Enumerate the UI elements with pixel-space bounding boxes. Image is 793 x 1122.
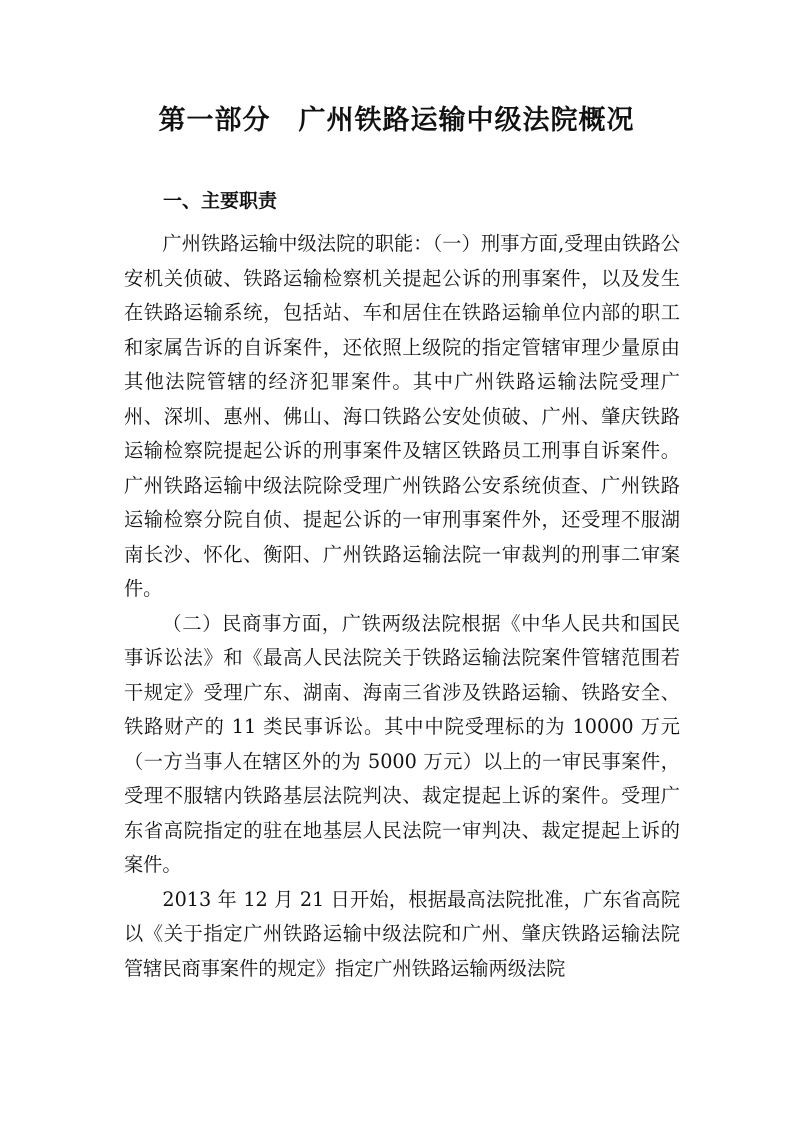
paragraph-criminal-duties: 广州铁路运输中级法院的职能：（一）刑事方面,受理由铁路公安机关侦破、铁路运输检察机关提起公诉的刑事案件，以及发生在铁路运输系统，包括站、车和居住在铁路运输单位内部的职工和家属告诉的自诉案件，还依照上级院的指定管辖审理少量原由其他法院管辖的经济犯罪案件。其中广州铁路运输法院受理广州、深圳、惠州、佛山、海口铁路公安处侦破、广州、肇庆铁路运输检察院提起公诉的刑事案件及辖区铁路员工刑事自诉案件。广州铁路运输中级法院除受理广州铁路公安系统侦查、广州铁路运输检察分院自侦、提起公诉的一审刑事案件外，还受理不服湖南长沙、怀化、衡阳、广州铁路运输法院一审裁判的刑事二审案件。	[124, 232, 680, 600]
paragraph-jurisdiction-2013: 2013 年 12 月 21 日开始，根据最高法院批准，广东省高院以《关于指定广州铁路运输中级法院和广州、肇庆铁路运输法院管辖民商事案件的规定》指定广州铁路运输两级法院	[124, 887, 680, 980]
section-heading: 一、主要职责	[163, 190, 278, 212]
page-title: 第一部分 广州铁路运输中级法院概况	[158, 105, 635, 136]
paragraph-civil-commercial-duties: （二）民商事方面，广铁两级法院根据《中华人民共和国民事诉讼法》和《最高人民法院关于铁路运输法院案件管辖范围若干规定》受理广东、湖南、海南三省涉及铁路运输、铁路安全、铁路财产的 11 类民事诉讼。其中中院受理标的为 10000 万元（一方当事人在辖区外的为 5000 万元）以上的一审民事案件，受理不服辖内铁路基层法院判决、裁定提起上诉的案件。受理广东省高院指定的驻在地基层人民法院一审判决、裁定提起上诉的案件。	[124, 611, 680, 876]
document-body	[124, 227, 680, 986]
